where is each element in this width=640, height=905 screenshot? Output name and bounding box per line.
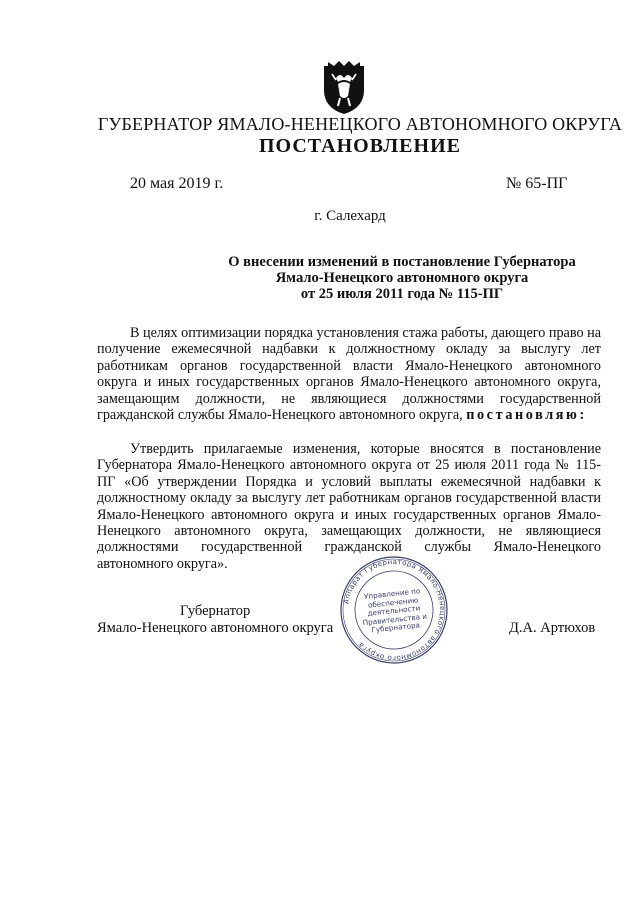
document-title <box>100 254 640 302</box>
preamble-paragraph <box>97 325 601 423</box>
title-line-2: Ямало-Ненецкого автономного округа <box>275 270 529 286</box>
title-line-3: от 25 июля 2011 года № 115-ПГ <box>300 286 504 302</box>
document-number: № 65-ПГ <box>506 175 568 192</box>
resolve-word: постановляю: <box>466 407 587 424</box>
signatory-position-line-1: Губернатор <box>180 603 251 619</box>
document-date: 20 мая 2019 г. <box>130 175 224 192</box>
signatory-position-line-2: Ямало-Ненецкого автономного округа <box>97 620 334 636</box>
document-city: г. Салехард <box>314 208 386 224</box>
preamble-text: В целях оптимизации порядка установления стажа работы, дающего право на получение ежемесячной надбавки к должностному окладу за выслугу лет работникам органов государственной власти Ямало-Ненецкого автономного округа и иных государственных органов Ямало-Ненецкого автономного округа, замещающим должности, не являющиеся должностями государственной гражданской службы Ямало-Ненецкого автономного округа, <box>97 325 601 424</box>
stamp-center-text: Управление по обеспечению деятельности Правительства и Губернатора <box>362 586 428 635</box>
title-line-1: О внесении изменений в постановление Губернатора <box>228 254 576 270</box>
document-type-heading: ПОСТАНОВЛЕНИЕ <box>259 135 461 157</box>
signatory-name: Д.А. Артюхов <box>509 620 596 636</box>
stamp-ring-text: Аппарат Губернатора Ямало-Ненецкого автономного округа <box>342 557 447 663</box>
operative-paragraph: Утвердить прилагаемые изменения, которые вносятся в постановление Губернатора Ямало-Ненецкого автономного округа от 25 июля 2011 года № 115-ПГ «Об утверждении Порядка и условий выплаты ежемесячной надбавки к должностному окладу за выслугу лет работникам органов государственной власти Ямало-Ненецкого автономного округа и иных государственных органов Ямало-Ненецкого автономного округа, замещающих должности, не являющиеся должностями государственной гражданской службы Ямало-Ненецкого автономного округа». <box>97 441 601 572</box>
issuing-authority: ГУБЕРНАТОР ЯМАЛО-НЕНЕЦКОГО АВТОНОМНОГО ОКРУГА <box>97 114 623 134</box>
coat-of-arms-emblem <box>318 58 370 116</box>
